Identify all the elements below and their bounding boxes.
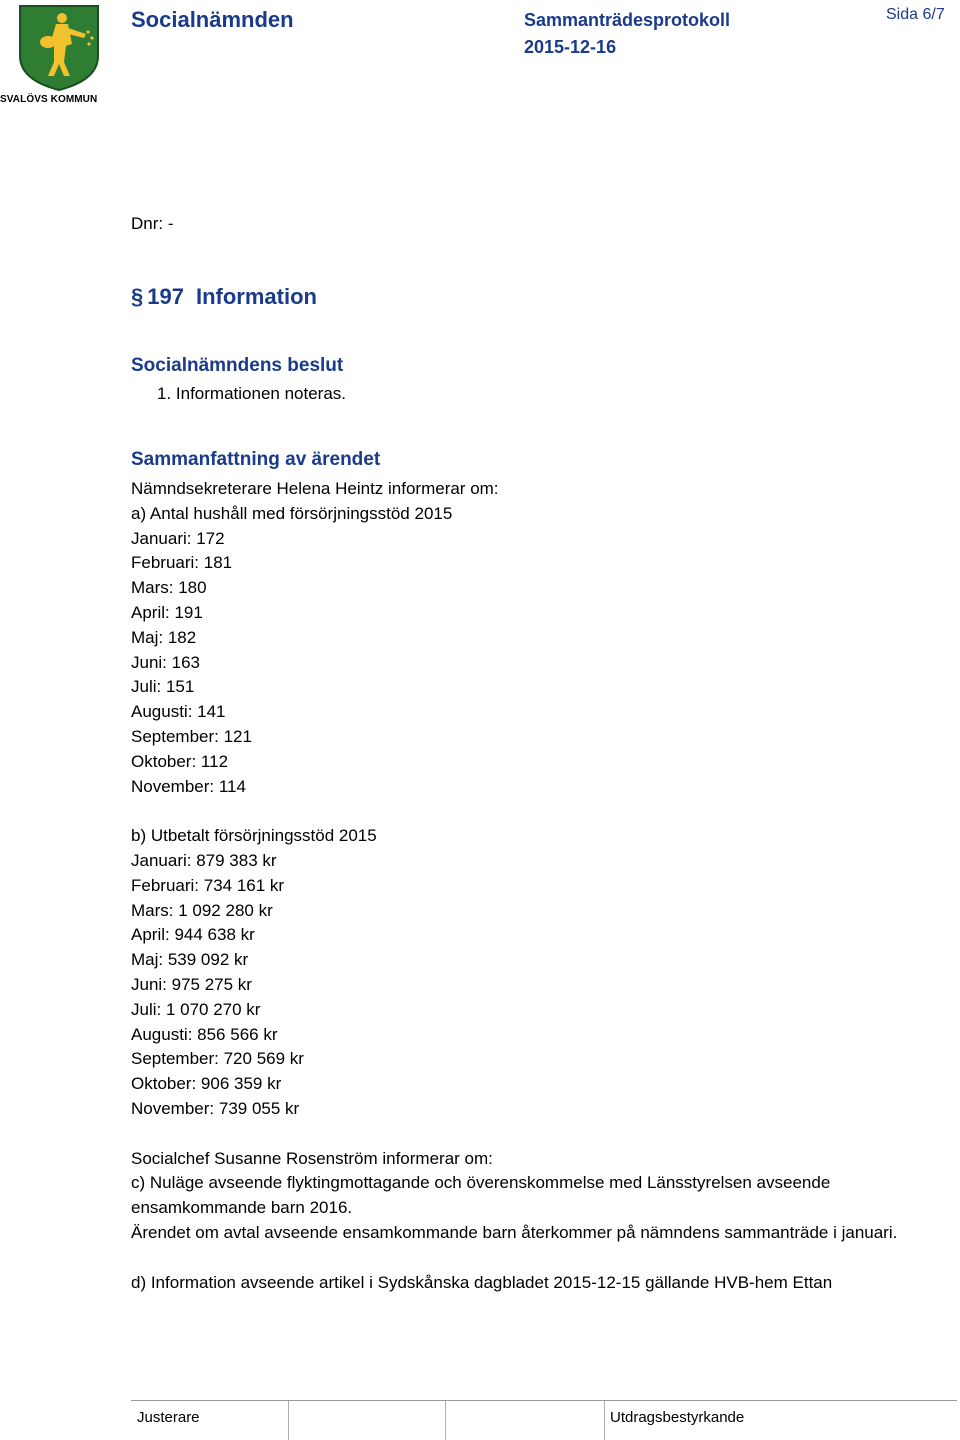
list-item: November: 739 055 kr <box>131 1098 300 1118</box>
section-b-title: b) Utbetalt försörjningsstöd 2015 <box>131 826 377 846</box>
list-item: Oktober: 906 359 kr <box>131 1074 282 1094</box>
list-item: Juli: 1 070 270 kr <box>131 999 261 1019</box>
municipality-logo <box>10 4 110 92</box>
list-item: November: 114 <box>131 776 246 796</box>
list-item: Mars: 1 092 280 kr <box>131 900 273 920</box>
summary-intro: Nämndsekreterare Helena Heintz informerar om: <box>131 479 499 498</box>
svalov-coat-of-arms-icon <box>18 4 100 92</box>
list-item: Maj: 182 <box>131 627 197 647</box>
section-a-title: a) Antal hushåll med försörjningsstöd 2015 <box>131 503 453 523</box>
decision-heading: Socialnämndens beslut <box>131 355 344 376</box>
municipality-name: SVALÖVS KOMMUN <box>0 94 98 105</box>
list-item: September: 720 569 kr <box>131 1049 304 1069</box>
case-number: Dnr: - <box>131 214 174 233</box>
list-item: Februari: 734 161 kr <box>131 875 285 895</box>
section-d-text: d) Information avseende artikel i Sydskånska dagbladet 2015-12-15 gällande HVB-hem Ettan <box>131 1272 833 1292</box>
list-item: Maj: 539 092 kr <box>131 950 249 970</box>
list-item: April: 191 <box>131 602 203 622</box>
list-item: Oktober: 112 <box>131 751 229 771</box>
page-number: Sida 6/7 <box>886 6 945 23</box>
section-c-text: c) Nuläge avseende flyktingmottagande och överenskommelse med Länsstyrelsen avseende ensamkommande barn 2016. <box>131 1173 831 1218</box>
decision-item: 1. Informationen noteras. <box>157 384 347 403</box>
section-c-note: Ärendet om avtal avseende ensamkommande barn återkommer på nämndens sammanträde i januari. <box>131 1222 898 1242</box>
paragraph-title <box>131 284 317 310</box>
summary-intro-2: Socialchef Susanne Rosenström informerar om: <box>131 1148 493 1168</box>
list-item: Juli: 151 <box>131 677 195 697</box>
utdrag-cell <box>604 1401 605 1440</box>
organization-name: Socialnämnden <box>131 7 294 32</box>
list-item: Juni: 163 <box>131 652 200 672</box>
document-header <box>524 7 730 61</box>
meeting-date: 2015-12-16 <box>524 37 617 57</box>
list-item: April: 944 638 kr <box>131 925 255 945</box>
list-item: Augusti: 141 <box>131 702 226 722</box>
justerare-label: Justerare <box>137 1409 200 1426</box>
summary-heading: Sammanfattning av ärendet <box>131 449 381 470</box>
paragraph-number: 197 <box>147 284 184 309</box>
signature-box <box>288 1401 289 1440</box>
list-item: Mars: 180 <box>131 578 207 598</box>
list-item: Februari: 181 <box>131 553 233 573</box>
paragraph-heading: Information <box>195 284 317 309</box>
list-item: Januari: 879 383 kr <box>131 850 277 870</box>
document-type: Sammanträdesprotokoll <box>524 10 731 30</box>
utdragsbestyrkande-label: Utdragsbestyrkande <box>610 1409 745 1426</box>
list-item: Augusti: 856 566 kr <box>131 1024 278 1044</box>
signature-footer <box>131 1400 957 1440</box>
summary-body <box>131 477 941 1295</box>
list-item: Januari: 172 <box>131 528 225 548</box>
signature-box <box>445 1401 446 1440</box>
list-item: September: 121 <box>131 726 252 746</box>
section-symbol: § <box>131 284 144 309</box>
list-item: Juni: 975 275 kr <box>131 974 252 994</box>
